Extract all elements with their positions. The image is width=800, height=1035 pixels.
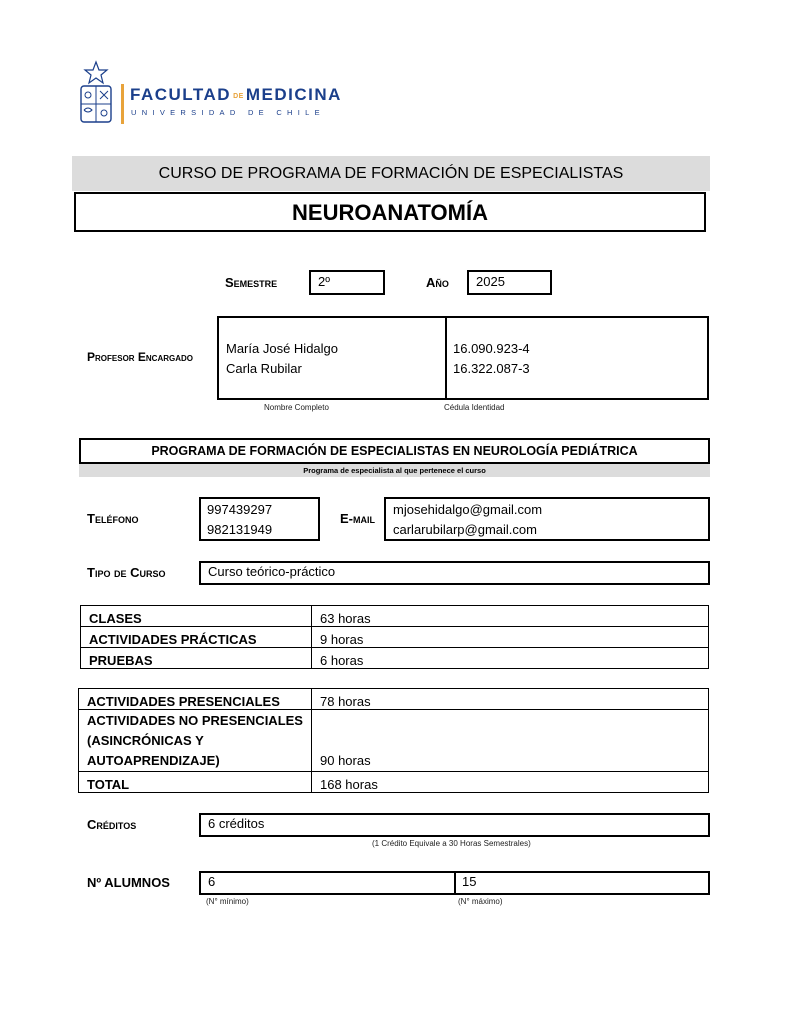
- table-row: [79, 689, 709, 710]
- year-value: 2025: [476, 274, 505, 289]
- year-field[interactable]: [467, 270, 552, 295]
- logo-medicine-word: MEDICINA: [245, 85, 342, 104]
- logo-university-line: UNIVERSIDAD DE CHILE: [131, 108, 325, 117]
- students-label: Nº ALUMNOS: [87, 875, 170, 890]
- hours-value: 6 horas: [312, 648, 709, 669]
- students-max-caption: (N° máximo): [458, 897, 503, 906]
- course-type-value: Curso teórico-práctico: [208, 564, 336, 579]
- professor-label: Profesor Encargado: [87, 350, 194, 364]
- email-value-2: carlarubilarp@gmail.com: [393, 522, 537, 537]
- phone-field[interactable]: [199, 497, 320, 541]
- course-type-label: Tipo de Curso: [87, 565, 166, 580]
- students-max-value[interactable]: 15: [462, 874, 477, 889]
- professor-name-1: María José Hidalgo: [226, 341, 338, 356]
- students-field: [199, 871, 710, 895]
- phone-value-1: 997439297: [207, 502, 273, 517]
- students-divider: [454, 873, 456, 893]
- activities-table: [78, 688, 709, 793]
- faculty-logo: [78, 60, 342, 128]
- professor-column-divider: [445, 318, 447, 398]
- phone-label: Teléfono: [87, 511, 139, 526]
- professor-ids[interactable]: [453, 339, 530, 379]
- hours-label: CLASES: [81, 606, 312, 627]
- university-seal-icon: [78, 60, 114, 126]
- email-field[interactable]: [384, 497, 710, 541]
- hours-table: [80, 605, 709, 669]
- table-row: [79, 772, 709, 793]
- table-row: [79, 710, 709, 772]
- no-presencial-line-2: (ASINCRÓNICAS Y: [87, 733, 204, 748]
- semester-label: Semestre: [225, 275, 278, 290]
- professor-names[interactable]: [226, 339, 338, 379]
- professor-box: [217, 316, 709, 400]
- table-row: [81, 606, 709, 627]
- program-title-banner: [72, 156, 710, 191]
- course-name: NEUROANATOMÍA: [292, 200, 488, 225]
- students-min-caption: (N° mínimo): [206, 897, 249, 906]
- total-value: 168 horas: [312, 772, 709, 793]
- hours-value: 9 horas: [312, 627, 709, 648]
- table-row: [81, 648, 709, 669]
- credits-field[interactable]: [199, 813, 710, 837]
- email-label: E-mail: [340, 511, 375, 526]
- semester-value: 2º: [318, 274, 330, 289]
- course-type-field[interactable]: [199, 561, 710, 585]
- specialist-program-caption: Programa de especialista al que pertenece el curso: [303, 466, 486, 475]
- phone-value-2: 982131949: [207, 522, 273, 537]
- logo-de-word: DE: [233, 93, 244, 100]
- no-presencial-line-3: AUTOAPRENDIZAJE): [87, 753, 220, 768]
- hours-label: ACTIVIDADES PRÁCTICAS: [81, 627, 312, 648]
- credits-label: Créditos: [87, 817, 137, 832]
- logo-faculty-word: FACULTAD: [130, 85, 232, 104]
- credits-caption: (1 Crédito Equivale a 30 Horas Semestrales): [372, 839, 531, 848]
- professor-name-2: Carla Rubilar: [226, 361, 302, 376]
- no-presencial-label: [79, 710, 312, 772]
- specialist-program-caption-bar: [79, 464, 710, 477]
- program-title: CURSO DE PROGRAMA DE FORMACIÓN DE ESPECIALISTAS: [158, 165, 624, 182]
- no-presencial-line-1: ACTIVIDADES NO PRESENCIALES: [87, 713, 303, 728]
- logo-divider: [121, 84, 124, 124]
- no-presencial-value: 90 horas: [312, 710, 709, 772]
- presencial-label: ACTIVIDADES PRESENCIALES: [79, 689, 312, 710]
- id-caption: Cédula Identidad: [444, 403, 505, 412]
- hours-value: 63 horas: [312, 606, 709, 627]
- semester-field[interactable]: [309, 270, 385, 295]
- email-value-1: mjosehidalgo@gmail.com: [393, 502, 543, 517]
- specialist-program-box: [79, 438, 710, 464]
- credits-value: 6 créditos: [208, 816, 265, 831]
- name-caption: Nombre Completo: [264, 403, 329, 412]
- table-row: [81, 627, 709, 648]
- specialist-program-value: PROGRAMA DE FORMACIÓN DE ESPECIALISTAS EN NEUROLOGÍA PEDIÁTRICA: [151, 444, 638, 458]
- presencial-value: 78 horas: [312, 689, 709, 710]
- year-label: Año: [426, 275, 449, 290]
- students-min-value[interactable]: 6: [208, 874, 216, 889]
- course-name-box: [74, 192, 706, 232]
- professor-id-2: 16.322.087-3: [453, 361, 530, 376]
- professor-id-1: 16.090.923-4: [453, 341, 530, 356]
- hours-label: PRUEBAS: [81, 648, 312, 669]
- total-label: TOTAL: [79, 772, 312, 793]
